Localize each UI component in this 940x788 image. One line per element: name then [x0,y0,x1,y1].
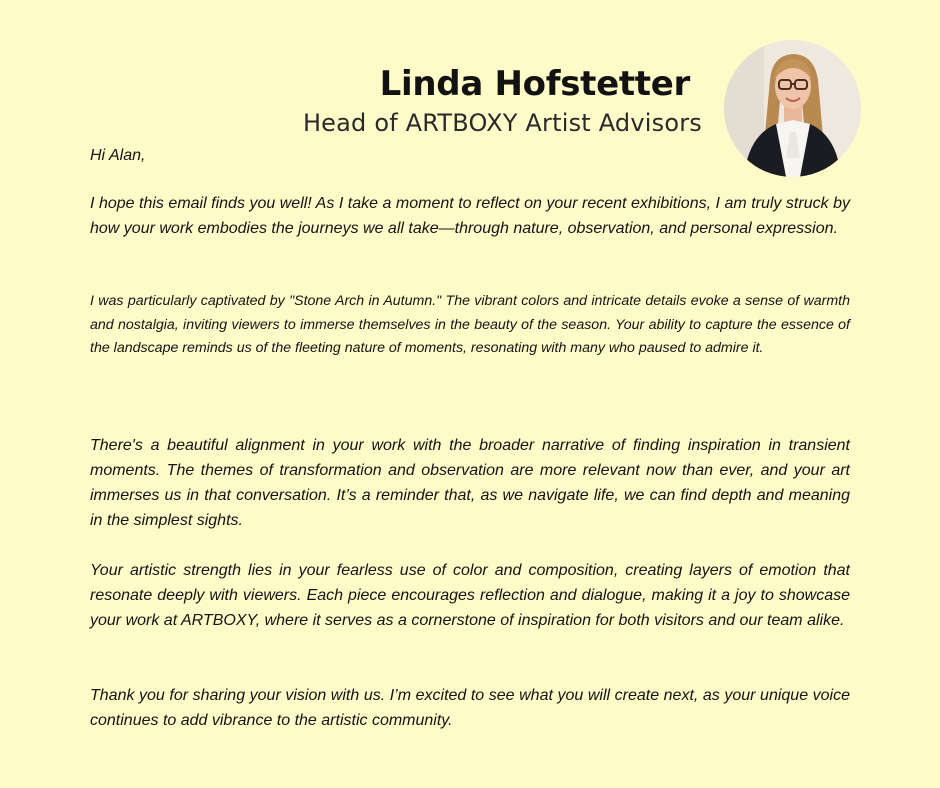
letter-paragraph-5: Thank you for sharing your vision with us. I’m excited to see what you will create next, as your unique voice continues to add vibrance to the artistic community. [90,687,850,729]
letter-paragraph-1: I hope this email finds you well! As I take a moment to reflect on your recent exhibitions, I am truly struck by how your work embodies the journeys we all take—through nature, observation, and personal expression. [90,195,850,237]
letter-greeting: Hi Alan, [90,147,146,164]
sender-name: Linda Hofstetter [379,64,690,104]
sender-title: Head of ARTBOXY Artist Advisors [302,109,702,137]
letter-paragraph-4: Your artistic strength lies in your fearless use of color and composition, creating layers of emotion that resonate deeply with viewers. Each piece encourages reflection and dialogue, making it a joy to showcase your work at ARTBOXY, where it serves as a cornerstone of inspiration for both visitors and our team alike. [90,562,850,629]
letter-paragraph-2: I was particularly captivated by "Stone Arch in Autumn." The vibrant colors and intricate details evoke a sense of warmth and nostalgia, inviting viewers to immerse themselves in the beauty of the season. Your ability to capture the essence of the landscape reminds us of the fleeting nature of moments, resonating with many who paused to admire it. [90,293,850,356]
letter-paragraph-3: There's a beautiful alignment in your work with the broader narrative of finding inspiration in transient moments. The themes of transformation and observation are more relevant now than ever, and your art immerses us in that conversation. It’s a reminder that, as we navigate life, we can find depth and meaning in the simplest sights. [90,437,850,529]
